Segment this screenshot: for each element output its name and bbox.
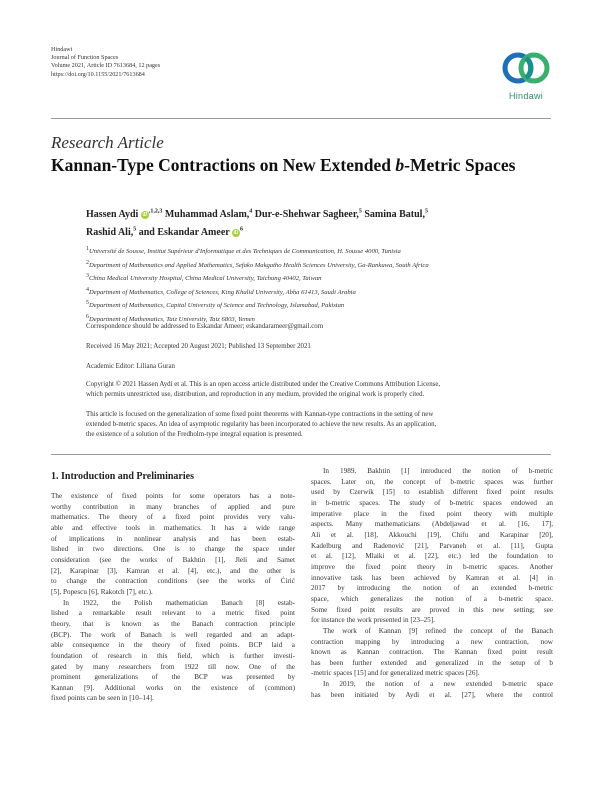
text-line: able consequence in the theory of fixed points. BCP laid a — [51, 641, 295, 650]
text-line: able and effective tools in mathematics. It has a wide range — [51, 523, 295, 532]
text-line: mathematics. The theory of a fixed point provides very valu- — [51, 513, 295, 522]
volume-line: Volume 2021, Article ID 7613684, 12 pages — [51, 62, 161, 70]
text-line: worthy contribution in many branches of applied and pure — [51, 502, 295, 511]
abstract: This article is focused on the generalization of some fixed point theorems with Kannan-type contractions in the setting of new extended b-metric spaces. An idea of asymptotic regularity has been incorporated to achieve the new results. As an application, the existence of a solution of the Fredholm-type integral equation is presented. — [86, 411, 437, 438]
academic-editor: Academic Editor: Liliana Guran — [86, 363, 175, 370]
text-line: for instance the work presented in [23–25]. — [311, 616, 435, 625]
author: and Eskandar Ameer $iD^6$ — [138, 226, 244, 238]
left-column — [51, 491, 295, 704]
paper-title: Kannan-Type Contractions on New Extended b-Metric Spaces — [51, 155, 516, 175]
text-line: et al. [12], Mlaiki et al. [22], etc.) led the foundation to — [311, 552, 553, 561]
text-line: [2], Karapinar [3], Kamran et al. [4], etc.), and the other is — [51, 566, 295, 575]
text-line: lished in two directions. One is to change the space under — [51, 545, 295, 554]
text-line: known as Kannan contraction. The Kannan fixed point result — [311, 648, 553, 657]
text-line: has been initiated by Aydi et al. [27], where the control — [311, 690, 553, 699]
author: Muhammad Aslam,$^4$ — [164, 209, 253, 221]
correspondence: Correspondence should be addressed to Eskandar Ameer; eskandarameer@gmail.com — [86, 323, 324, 330]
article-dates: Received 16 May 2021; Accepted 20 August 2021; Published 13 September 2021 — [86, 343, 311, 350]
text-line: [5], Popescu [6], Rakotch [7], etc.). — [51, 587, 153, 596]
publisher-name: Hindawi — [51, 46, 73, 53]
author: Hassen Aydi $iD^{,1,2,3}$ — [86, 209, 163, 221]
author-list — [86, 205, 556, 240]
text-line: Kadelburg and Radenović [21], Parvaneh et al. [11], Gupta — [311, 541, 553, 550]
text-line: foundation of research in this field, which is further investi- — [51, 651, 295, 660]
text-line: space, which generalizes the notion of a b-metric space. — [311, 594, 553, 603]
copyright-notice: Copyright © 2021 Hassen Aydi et al. This is an open access article distributed under the Creative Commons Attribution License, which permits unrestricted use, distribution, and reproduction in any medium, provided the original work is properly cited. — [86, 381, 441, 398]
text-line: In 2019, the notion of a new extended b-metric space — [323, 680, 553, 689]
section-heading: 1. Introduction and Preliminaries — [51, 471, 194, 482]
text-line: consideration (see the works of Bakhtin [1], Jleli and Samet — [51, 555, 295, 564]
text-line: (BCP). The work of Banach is well regarded and an adapt- — [51, 630, 295, 639]
text-line: contraction mapping by introducing a new contraction, now — [311, 637, 553, 646]
hindawi-logo-text: Hindawi — [508, 91, 544, 101]
text-line: improve the fixed point theory in b-metric spaces. Another — [311, 562, 553, 571]
article-type: Research Article — [51, 133, 164, 152]
affiliation: $^1$Université de Sousse, Institut Supérieur d'Informatique et des Techniques de Communication, H. Sousse 4000, Tunisia — [86, 246, 401, 256]
affiliation-list — [86, 244, 556, 326]
text-line: has been further extended and generalized in the setup of b — [311, 658, 553, 667]
header-divider — [51, 118, 551, 119]
orcid-icon[interactable]: iD — [142, 212, 148, 219]
text-line: fixed points can be seen in [10–14]. — [51, 694, 154, 703]
right-column — [311, 466, 553, 700]
text-line: to change the contraction conditions (see the works of Ćirić — [51, 577, 295, 586]
text-line: The existence of fixed points for some operators has a note- — [51, 492, 295, 500]
text-line: of implications in nonlinear analysis and has been estab- — [51, 534, 295, 543]
text-line: aspects. Many mathematicians (Abdeljawad et al. [16, 17], — [311, 520, 553, 529]
doi-link[interactable]: https://doi.org/10.1155/2021/7613684 — [51, 70, 145, 78]
author: Samina Batul,$^5$ — [364, 209, 428, 221]
text-line: in b-metric spaces. The study of b-metric spaces endowed an — [311, 498, 553, 507]
abstract-divider — [51, 454, 551, 455]
text-line: used by Czerwik [15] to establish different fixed point results — [311, 488, 553, 497]
text-line: innovative task has been achieved by Kamran et al. [4] in — [311, 573, 553, 582]
text-line: Ali et al. [18], Akkouchi [19], Chifu and Karapinar [20], — [311, 530, 553, 539]
author: Dur-e-Shehwar Sagheer,$^5$ — [254, 209, 362, 221]
text-line: imperative place in the fixed point theory with multiple — [311, 509, 553, 518]
affiliation: $^3$China Medical University Hospital, China Medical University, Taichung 40402, Taiwan — [86, 273, 322, 283]
text-line: theory, that is known as the Banach contraction principle — [51, 619, 295, 628]
affiliation: $^2$Department of Mathematics and Applied Mathematics, Sefako Makgatho Health Sciences University, Ga-Rankuwa, South Africa — [86, 259, 429, 269]
text-line: -metric spaces [15] and for generalized metric spaces [26]. — [311, 669, 480, 678]
text-line: In 1989, Bakhtin [1] introduced the notion of b-metric — [323, 467, 553, 475]
affiliation: $^6$Department of Mathematics, Taiz University, Taiz 6803, Yemen — [86, 313, 255, 324]
text-line: gated by many researchers from 1922 till now. One of the — [51, 662, 295, 671]
text-line: In 1922, the Polish mathematician Banach [8] estab- — [63, 598, 295, 607]
affiliation: $^4$Department of Mathematics, College of Sciences, King Khalid University, Abha 61413, Saudi Arabia — [86, 286, 356, 296]
affiliation: $^5$Department of Mathematics, Capital University of Science and Technology, Islamabad, Pakistan — [86, 300, 345, 310]
text-line: lished a remarkable result relevant to a metric fixed point — [51, 609, 295, 618]
text-line: prominent generalizations of the BCP was presented by — [51, 673, 295, 682]
text-line: Some fixed point results are proved in this new setting; see — [311, 605, 553, 614]
text-line: The work of Kannan [9] refined the concept of the Banach — [323, 626, 553, 635]
text-line: Kannan [9]. Additional works on the existence of (common) — [51, 683, 295, 692]
journal-name: Journal of Function Spaces — [51, 54, 119, 62]
text-line: 2017 by introducing the notion of an extended b-metric — [311, 584, 553, 593]
author: Rashid Ali,$^5$ — [86, 226, 137, 238]
orcid-icon[interactable]: iD — [233, 229, 239, 236]
journal-meta — [51, 46, 160, 79]
text-line: spaces. Later on, the concept of b-metric spaces was further — [311, 477, 553, 486]
